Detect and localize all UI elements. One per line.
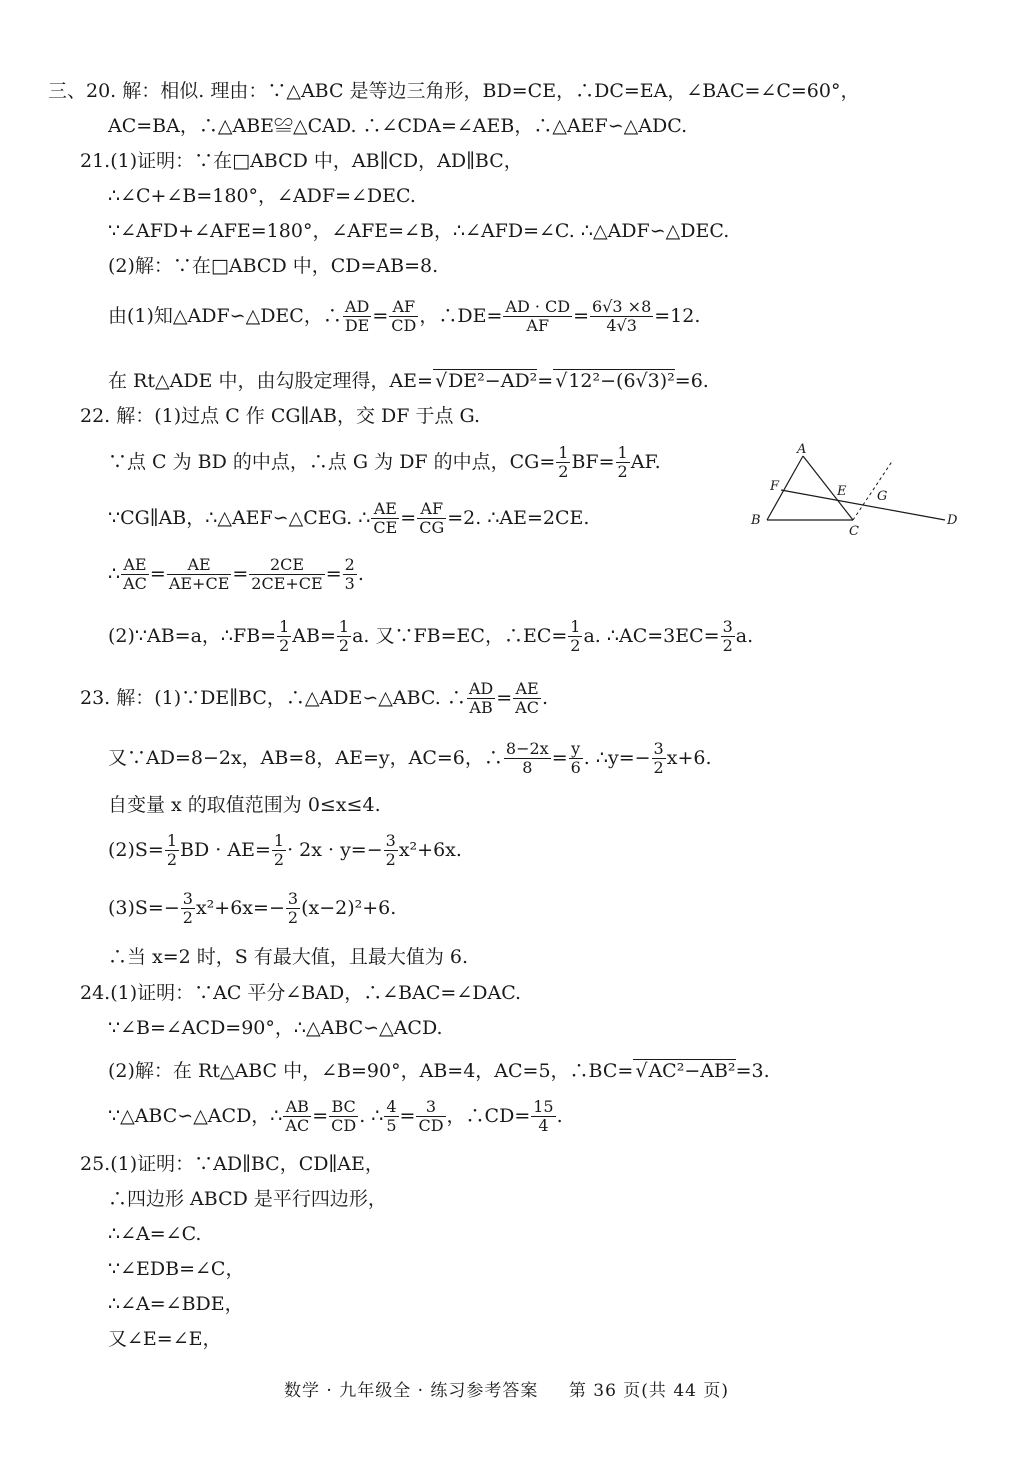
fraction <box>721 618 735 656</box>
numerator: 3 <box>287 889 299 908</box>
fraction <box>389 298 418 336</box>
text-segment: = <box>232 562 249 585</box>
text-segment: · 2x · y=− <box>287 838 383 861</box>
numerator: AF <box>389 298 418 317</box>
text-segment: . ∴ <box>359 1104 384 1127</box>
text-segment: ，∴CD= <box>446 1104 531 1127</box>
answer-21-line-3: ∵∠AFD+∠AFE=180°，∠AFE=∠B，∴∠AFD=∠C. ∴△ADF∽△DEC. <box>108 220 730 242</box>
fraction <box>283 1098 311 1136</box>
text-segment: (2)解：在 Rt△ABC 中，∠B=90°，AB=4，AC=5，∴BC= <box>108 1060 634 1082</box>
answer-25-line-4: ∵∠EDB=∠C， <box>108 1258 245 1280</box>
denominator: 2 <box>182 908 193 928</box>
fraction <box>343 556 357 594</box>
footer-page-number: 第 36 页(共 44 页) <box>568 1381 729 1401</box>
numerator: 8−2x <box>505 739 549 758</box>
denominator: 2 <box>385 850 396 870</box>
fraction <box>384 1098 398 1136</box>
text-segment: . <box>357 562 364 585</box>
numerator: AD <box>343 298 372 317</box>
denominator: CG <box>419 518 445 538</box>
denominator: 3 <box>344 574 355 594</box>
denominator: 2 <box>287 908 299 928</box>
label-e: E <box>837 484 847 499</box>
denominator: CE <box>373 518 398 538</box>
fraction <box>513 680 541 718</box>
label-d: D <box>947 513 958 528</box>
answer-23-line-6: ∴当 x=2 时，S 有最大值，且最大值为 6. <box>108 946 469 968</box>
numerator: AE <box>371 500 399 519</box>
denominator: 4 <box>538 1116 549 1136</box>
text-segment: AF. <box>630 450 661 473</box>
denominator: 6 <box>570 758 581 778</box>
denominator: DE <box>344 316 370 336</box>
fraction <box>652 740 666 778</box>
label-c: C <box>849 524 859 539</box>
text-segment: =12. <box>654 304 701 327</box>
answer-24-line-4 <box>108 1098 563 1136</box>
fraction <box>556 444 570 482</box>
label-b: B <box>751 513 761 528</box>
denominator: 2 <box>273 850 285 870</box>
text-segment: a. <box>735 624 754 647</box>
fraction <box>167 556 232 594</box>
denominator: AC <box>123 574 147 594</box>
numerator: 2 <box>344 555 355 574</box>
numerator: 1 <box>166 831 178 850</box>
fraction <box>371 500 399 538</box>
page-footer <box>0 1376 1013 1401</box>
text-segment: x²+6x=− <box>195 896 285 919</box>
text-segment: 在 Rt△ADE 中，由勾股定理得，AE= <box>108 370 433 392</box>
text-segment: = <box>496 686 513 709</box>
denominator: CD <box>418 1116 444 1136</box>
text-segment: = <box>400 506 417 529</box>
numerator: 3 <box>385 831 396 850</box>
numerator: 3 <box>182 889 193 908</box>
numerator: AB <box>283 1098 311 1117</box>
denominator: 2 <box>279 636 290 656</box>
text-segment: . <box>556 1104 563 1127</box>
denominator: AB <box>469 698 493 718</box>
text-segment: BF= <box>571 450 615 473</box>
fraction <box>181 890 195 928</box>
answer-24-line-3 <box>108 1060 770 1083</box>
numerator: 3 <box>653 739 664 758</box>
fraction <box>504 740 551 778</box>
answer-22-line-4 <box>108 556 364 594</box>
text-segment: 由(1)知△ADF∽△DEC，∴ <box>108 304 342 327</box>
footer-title: 数学 · 九年级全 · 练习参考答案 <box>284 1381 539 1401</box>
denominator: 8 <box>522 758 533 778</box>
answer-24-line-2: ∵∠B=∠ACD=90°，∴△ABC∽△ACD. <box>108 1017 443 1039</box>
label-a: A <box>797 442 807 457</box>
answer-25-line-5: ∴∠A=∠BDE， <box>108 1293 244 1315</box>
answer-21-line-4: (2)解：∵在□ABCD 中，CD=AB=8. <box>108 255 439 277</box>
denominator: 2 <box>558 462 569 482</box>
text-segment: ∴ <box>108 562 121 585</box>
numerator: 15 <box>533 1097 554 1116</box>
denominator: AC <box>515 698 539 718</box>
text-segment: (2)∵AB=a，∴FB= <box>108 624 277 647</box>
text-segment: ∵点 C 为 BD 的中点，∴点 G 为 DF 的中点，CG= <box>108 450 556 473</box>
numerator: AE <box>167 556 232 575</box>
denominator: 2 <box>166 850 178 870</box>
numerator: y <box>569 740 583 759</box>
answer-23-line-5 <box>108 890 396 928</box>
text-segment: (2)S= <box>108 838 164 861</box>
numerator: 1 <box>617 443 628 462</box>
text-segment: ∵△ABC∽△ACD，∴ <box>108 1104 283 1127</box>
answer-21-line-5: 由(1)知△ADF∽△DEC，∴ $\frac{AD}{DE}$ = $\frac{AF}{CD}$ ，∴DE= $\frac{AD \cdot CD}{AF}$ = $\frac{6√3 \times 8}{4√3}$ =12. <box>108 297 701 336</box>
square-root: √ DE²−AD² <box>433 369 537 392</box>
answer-22-line-5 <box>108 618 753 656</box>
numerator: 2CE <box>249 556 324 575</box>
text-segment: ，∴DE= <box>419 304 503 327</box>
fraction <box>165 832 179 870</box>
numerator: AD <box>468 679 494 698</box>
answer-23-line-3: 自变量 x 的取值范围为 0≤x≤4. <box>108 794 381 816</box>
text-segment: = <box>551 746 568 769</box>
answer-24-line-1: 24.(1)证明：∵AC 平分∠BAD，∴∠BAC=∠DAC. <box>80 982 522 1004</box>
text-segment: =3. <box>735 1060 770 1082</box>
denominator: 2 <box>617 462 628 482</box>
numerator: 1 <box>279 617 290 636</box>
answer-25-line-2: ∴四边形 ABCD 是平行四边形， <box>108 1188 387 1210</box>
fraction <box>590 298 653 336</box>
text-segment: =2. ∴AE=2CE. <box>447 506 590 529</box>
text-segment: . ∴y=− <box>583 746 651 769</box>
answer-21-line-6 <box>108 370 709 393</box>
denominator: 4√3 <box>606 316 637 336</box>
text-segment: 23. 解：(1)∵DE∥BC，∴△ADE∽△ABC. ∴ <box>80 686 466 709</box>
answer-21-line-1: 21.(1)证明：∵在□ABCD 中，AB∥CD，AD∥BC， <box>80 150 523 172</box>
denominator: CD <box>331 1116 357 1136</box>
text-segment: AB= <box>292 624 336 647</box>
fraction <box>337 618 351 656</box>
numerator: 6√3 ×8 <box>592 297 652 316</box>
numerator: AD · CD <box>505 297 571 316</box>
text-segment: = <box>537 370 554 392</box>
text-segment: x²+6x. <box>398 838 462 861</box>
text-segment: . <box>541 686 549 709</box>
text-segment: a. ∴AC=3EC= <box>583 624 720 647</box>
fraction <box>272 832 286 870</box>
fraction <box>384 832 398 870</box>
answer-22-line-3 <box>108 500 589 538</box>
text-segment: = <box>149 562 166 585</box>
answer-23-line-4 <box>108 832 462 870</box>
denominator: 5 <box>386 1116 397 1136</box>
text-segment: a. 又∵FB=EC，∴EC= <box>352 624 568 647</box>
numerator: 1 <box>558 443 569 462</box>
answer-25-line-1: 25.(1)证明：∵AD∥BC，CD∥AE， <box>80 1153 384 1175</box>
text-segment: = <box>399 1104 416 1127</box>
text-segment: = <box>573 304 590 327</box>
numerator: 3 <box>722 617 733 636</box>
text-segment: = <box>312 1104 329 1127</box>
fraction <box>568 618 582 656</box>
numerator: AE <box>513 680 541 699</box>
fraction <box>343 298 372 336</box>
denominator: 2 <box>338 636 350 656</box>
triangle-diagram <box>745 440 965 540</box>
answer-22-line-1: 22. 解：(1)过点 C 作 CG∥AB，交 DF 于点 G. <box>80 405 481 427</box>
answer-25-line-6: 又∠E=∠E， <box>108 1328 222 1350</box>
answer-20-line-2: AC=BA，∴△ABE≌△CAD. ∴∠CDA=∠AEB，∴△AEF∽△ADC. <box>108 115 688 137</box>
fraction <box>417 500 446 538</box>
fraction <box>531 1098 555 1136</box>
numerator: AF <box>417 500 446 519</box>
answer-21-line-2: ∴∠C+∠B=180°，∠ADF=∠DEC. <box>108 185 416 207</box>
square-root: √ 12²−(6√3)² <box>553 369 675 392</box>
answer-23-line-1 <box>80 680 548 718</box>
fraction <box>416 1098 445 1136</box>
text-segment: 又∵AD=8−2x，AB=8，AE=y，AC=6，∴ <box>108 746 503 769</box>
fraction <box>277 618 291 656</box>
text-segment: =6. <box>674 370 709 392</box>
numerator: 3 <box>416 1098 445 1117</box>
numerator: 1 <box>570 617 581 636</box>
denominator: 2 <box>653 758 664 778</box>
label-g: G <box>877 489 888 504</box>
denominator: AE+CE <box>168 574 230 594</box>
denominator: AC <box>285 1116 310 1136</box>
text-segment: (x−2)²+6. <box>301 896 397 919</box>
square-root: √ AC²−AB² <box>633 1059 735 1082</box>
denominator: 2CE+CE <box>251 574 323 594</box>
denominator: 2 <box>570 636 581 656</box>
numerator: 1 <box>338 617 350 636</box>
answer-22-line-2 <box>108 444 661 482</box>
numerator: 4 <box>386 1097 397 1116</box>
denominator: AF <box>526 316 550 336</box>
label-f: F <box>770 479 780 494</box>
text-segment: BD · AE= <box>180 838 271 861</box>
answer-25-line-3: ∴∠A=∠C. <box>108 1223 202 1245</box>
denominator: 2 <box>722 636 733 656</box>
text-segment: (3)S=− <box>108 896 180 919</box>
fraction <box>121 556 149 594</box>
numerator: AE <box>121 556 149 575</box>
fraction <box>616 444 630 482</box>
fraction <box>467 680 495 718</box>
text-segment: = <box>325 562 342 585</box>
answer-20-line-1: 三、20. 解：相似. 理由：∵△ABC 是等边三角形，BD=CE，∴DC=EA，∠BAC=∠C=60°， <box>48 80 860 102</box>
text-segment: x+6. <box>666 746 712 769</box>
answer-23-line-2 <box>108 740 712 778</box>
numerator: 1 <box>273 831 285 850</box>
text-segment: ∵CG∥AB，∴△AEF∽△CEG. ∴ <box>108 506 371 529</box>
fraction <box>503 298 572 336</box>
numerator: BC <box>329 1098 358 1117</box>
fraction <box>329 1098 358 1136</box>
denominator: CD <box>391 316 417 336</box>
fraction <box>249 556 324 594</box>
fraction <box>569 740 583 778</box>
fraction <box>286 890 300 928</box>
